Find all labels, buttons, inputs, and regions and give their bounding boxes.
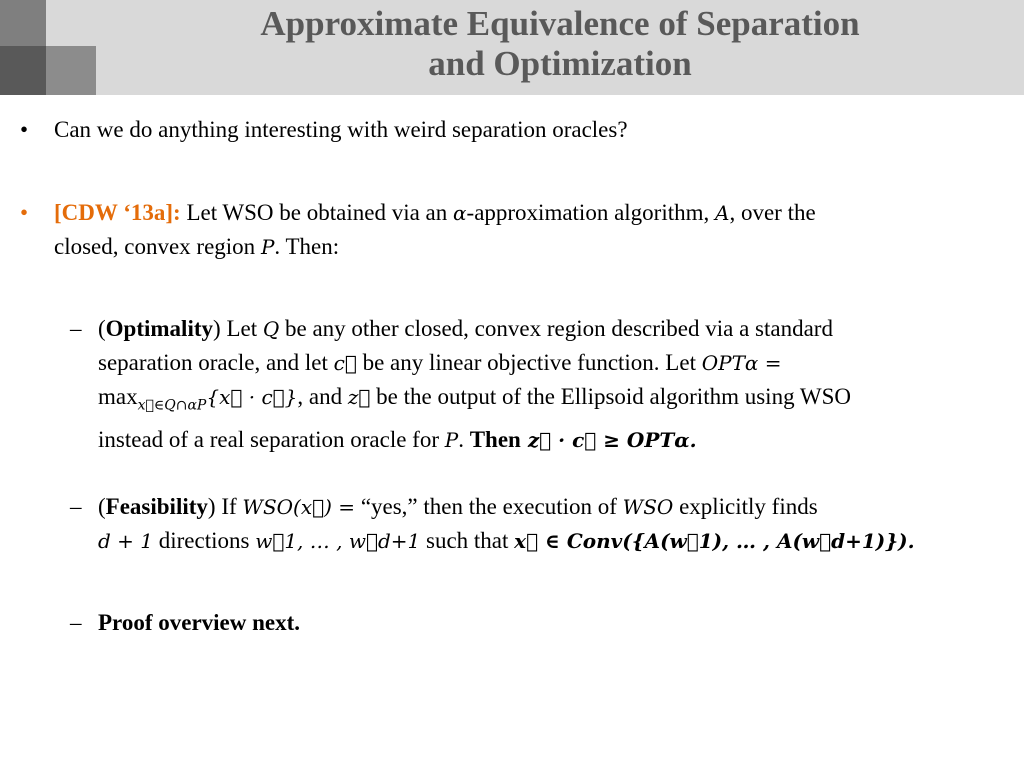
sub-bullet-optimality xyxy=(98,312,1013,457)
slide-title-line1: Approximate Equivalence of Separation xyxy=(260,4,860,43)
optimality-text: be any linear objective function. Let xyxy=(356,350,702,375)
bullet-1 xyxy=(54,113,1004,146)
decor-square-top xyxy=(0,0,46,46)
feasibility-text: “yes,” then the execution of xyxy=(355,494,623,519)
math-d-plus-1: d + 1 xyxy=(98,529,153,553)
bullet-marker-orange: • xyxy=(20,200,29,225)
bullet-2-text: Let WSO be obtained via an xyxy=(180,200,454,225)
math-A: A xyxy=(715,201,730,225)
math-wso: WSO xyxy=(622,495,674,519)
bullet-2-text: . Then: xyxy=(274,234,340,259)
math-alpha: α xyxy=(453,201,467,225)
optimality-text: Let xyxy=(220,316,263,341)
optimality-line2 xyxy=(98,346,1013,380)
then-label: Then xyxy=(469,426,521,452)
optimality-text: be any other closed, convex region described via a standard xyxy=(279,316,833,341)
decor-square-bottom-left xyxy=(0,46,46,95)
bullet-marker: • xyxy=(20,117,29,142)
feasibility-line1 xyxy=(98,490,1013,524)
optimality-text: be the output of the Ellipsoid algorithm using WSO xyxy=(370,384,852,409)
feasibility-text: such that xyxy=(420,528,515,553)
sub-bullet-marker: – xyxy=(70,316,82,341)
math-opt-alpha: OPTα = xyxy=(701,351,782,375)
optimality-text: separation oracle, and let xyxy=(98,350,334,375)
feasibility-text: directions xyxy=(153,528,256,553)
math-Q: Q xyxy=(262,317,280,341)
optimality-label: Optimality xyxy=(105,316,214,341)
sub-bullet-proof xyxy=(98,606,998,639)
slide-title xyxy=(96,4,1024,84)
bullet-2-text: closed, convex region xyxy=(54,234,261,259)
math-wso-x: WSO(x⃗) = xyxy=(242,495,356,519)
optimality-line4 xyxy=(98,423,1013,457)
citation: [CDW ‘13a]: xyxy=(54,200,181,225)
optimality-text: max xyxy=(98,384,138,409)
math-z-vec: z⃗ xyxy=(347,385,371,409)
optimality-text: , and xyxy=(297,384,348,409)
paren: ( xyxy=(98,316,106,341)
bullet-1-text: Can we do anything interesting with weird separation oracles? xyxy=(54,117,628,142)
math-max-domain: x⃗∈Q∩αP xyxy=(137,397,207,414)
bullet-2-text: -approximation algorithm, xyxy=(466,200,716,225)
math-conclusion: z⃗ · c⃗ ≥ OPTα. xyxy=(520,427,697,452)
feasibility-line2 xyxy=(98,524,1013,558)
bullet-2-text: , over the xyxy=(729,200,816,225)
sub-bullet-feasibility xyxy=(98,490,1013,558)
paren: ) xyxy=(213,316,221,341)
math-c-vec: c⃗ xyxy=(333,351,357,375)
math-conv-hull: x⃗ ∈ Conv({A(w⃗1), … , A(w⃗d+1)}). xyxy=(514,529,915,553)
math-P: P xyxy=(444,427,459,452)
optimality-line3 xyxy=(98,380,1013,423)
decor-square-bottom-right xyxy=(46,46,96,95)
paren: ( xyxy=(98,494,106,519)
optimality-line1 xyxy=(98,312,1013,346)
paren: ) xyxy=(207,494,216,519)
feasibility-label: Feasibility xyxy=(105,494,208,519)
bullet-2 xyxy=(54,196,1009,264)
optimality-text: instead of a real separation oracle for xyxy=(98,426,445,452)
math-P: P xyxy=(260,235,275,259)
sub-bullet-marker: – xyxy=(70,610,82,635)
math-directions: w⃗1, … , w⃗d+1 xyxy=(255,529,421,553)
feasibility-text: explicitly finds xyxy=(673,494,818,519)
sub-bullet-marker: – xyxy=(70,494,82,519)
bullet-2-line1 xyxy=(54,196,1009,230)
feasibility-text: If xyxy=(215,494,243,519)
slide-title-line2: and Optimization xyxy=(428,44,692,83)
proof-overview-text: Proof overview next. xyxy=(98,610,301,635)
bullet-2-line2 xyxy=(54,230,1009,264)
math-dot-product: {x⃗ · c⃗} xyxy=(206,385,298,409)
optimality-text: . xyxy=(458,426,470,452)
